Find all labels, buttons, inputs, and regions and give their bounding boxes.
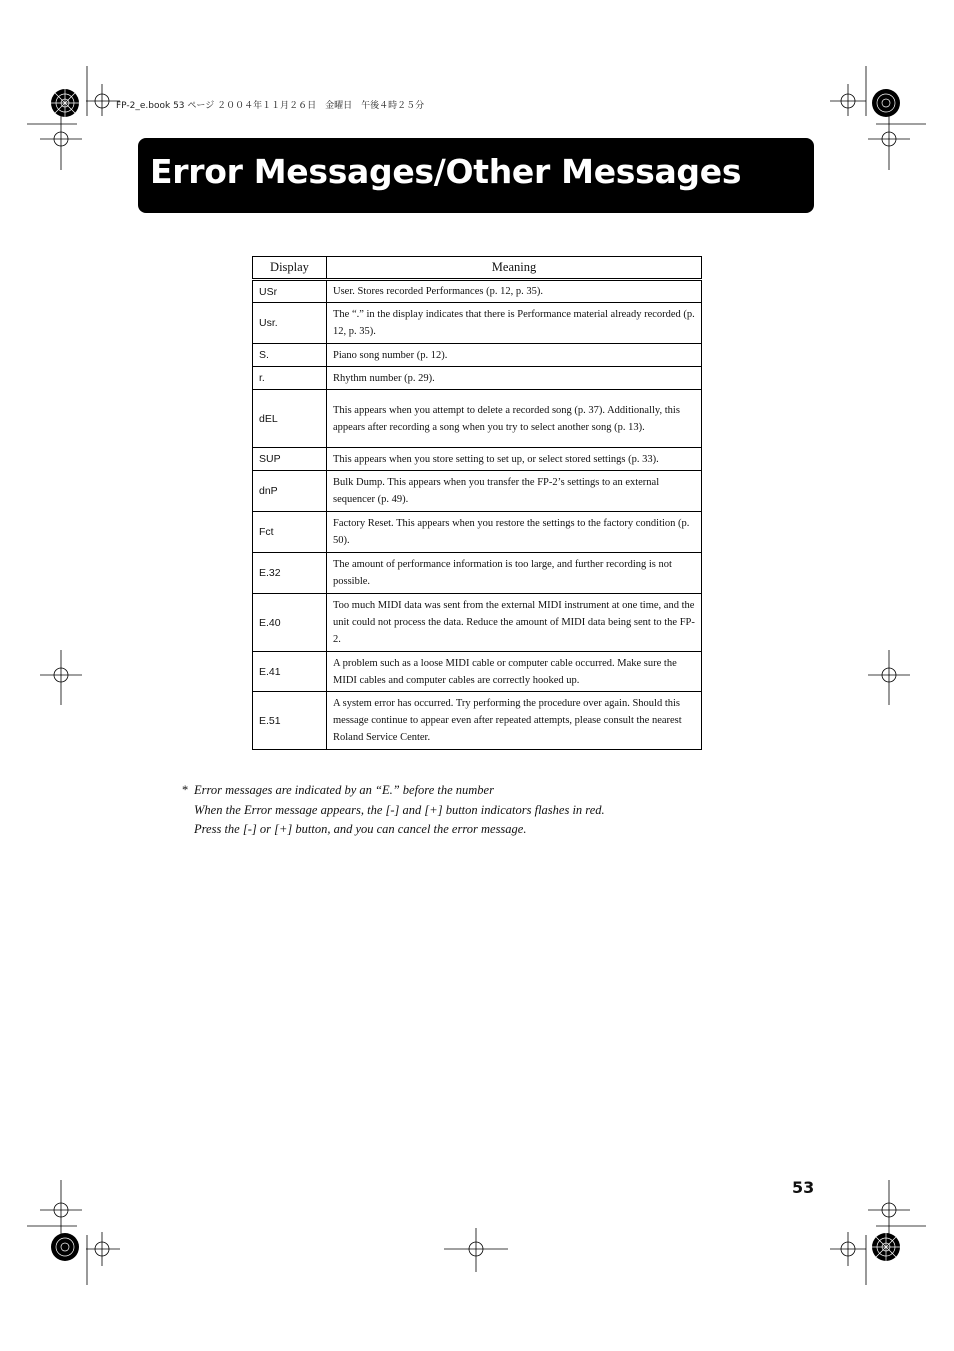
display-cell: E.40: [253, 594, 327, 652]
meaning-cell: Bulk Dump. This appears when you transfer the FP-2’s settings to an external sequencer (p. 49).: [327, 471, 702, 512]
table-row: [253, 448, 702, 471]
table-row: [253, 594, 702, 652]
meaning-cell: Factory Reset. This appears when you restore the settings to the factory condition (p. 50).: [327, 512, 702, 553]
table-row: [253, 390, 702, 448]
meaning-cell: Rhythm number (p. 29).: [327, 367, 702, 390]
print-header: FP-2_e.book 53 ページ ２００４年１１月２６日 金曜日 午後４時２５分: [116, 101, 425, 111]
header-meaning: Meaning: [327, 257, 702, 280]
table-row: [253, 652, 702, 692]
table-header-row: [253, 257, 702, 280]
meaning-cell: Too much MIDI data was sent from the external MIDI instrument at one time, and the unit could not process the data. Reduce the amount of MIDI data being sent to the FP-2.: [327, 594, 702, 652]
display-cell: USr: [253, 280, 327, 303]
meaning-cell: A problem such as a loose MIDI cable or computer cable occurred. Make sure the MIDI cables and computer cables are correctly hooked up.: [327, 652, 702, 692]
notes: [182, 781, 605, 840]
note-line: When the Error message appears, the [-] and [+] button indicators flashes in red.: [194, 802, 605, 817]
meaning-cell: This appears when you store setting to set up, or select stored settings (p. 33).: [327, 448, 702, 471]
note-line: Press the [-] or [+] button, and you can cancel the error message.: [194, 822, 527, 836]
header-display: Display: [253, 257, 327, 280]
messages-table: [252, 256, 702, 750]
title-banner: [138, 138, 814, 213]
display-cell: E.41: [253, 652, 327, 692]
page-title: Error Messages/Other Messages: [150, 152, 742, 191]
display-cell: r.: [253, 367, 327, 390]
table-row: [253, 303, 702, 344]
table-row: [253, 512, 702, 553]
meaning-cell: A system error has occurred. Try performing the procedure over again. Should this message continue to appear even after repeated attempts, please consult the nearest Roland Service Center.: [327, 692, 702, 750]
display-cell: E.32: [253, 553, 327, 594]
display-cell: S.: [253, 344, 327, 367]
display-cell: E.51: [253, 692, 327, 750]
table-row: [253, 367, 702, 390]
page-number: 53: [792, 1178, 815, 1197]
display-cell: Fct: [253, 512, 327, 553]
note-marker: *: [182, 783, 189, 797]
meaning-cell: The “.” in the display indicates that there is Performance material already recorded (p. 12, p. 35).: [327, 303, 702, 344]
meaning-cell: The amount of performance information is too large, and further recording is not possible.: [327, 553, 702, 594]
table-row: [253, 692, 702, 750]
table-row: [253, 553, 702, 594]
display-cell: dnP: [253, 471, 327, 512]
meaning-cell: Piano song number (p. 12).: [327, 344, 702, 367]
meaning-cell: This appears when you attempt to delete a recorded song (p. 37). Additionally, this appears after recording a song when you try to select another song (p. 13).: [327, 390, 702, 448]
table-row: [253, 471, 702, 512]
table-row: [253, 344, 702, 367]
display-cell: Usr.: [253, 303, 327, 344]
table-row: [253, 280, 702, 303]
note-line: Error messages are indicated by an “E.” before the number: [194, 783, 494, 797]
display-cell: dEL: [253, 390, 327, 448]
display-cell: SUP: [253, 448, 327, 471]
meaning-cell: User. Stores recorded Performances (p. 12, p. 35).: [327, 280, 702, 303]
